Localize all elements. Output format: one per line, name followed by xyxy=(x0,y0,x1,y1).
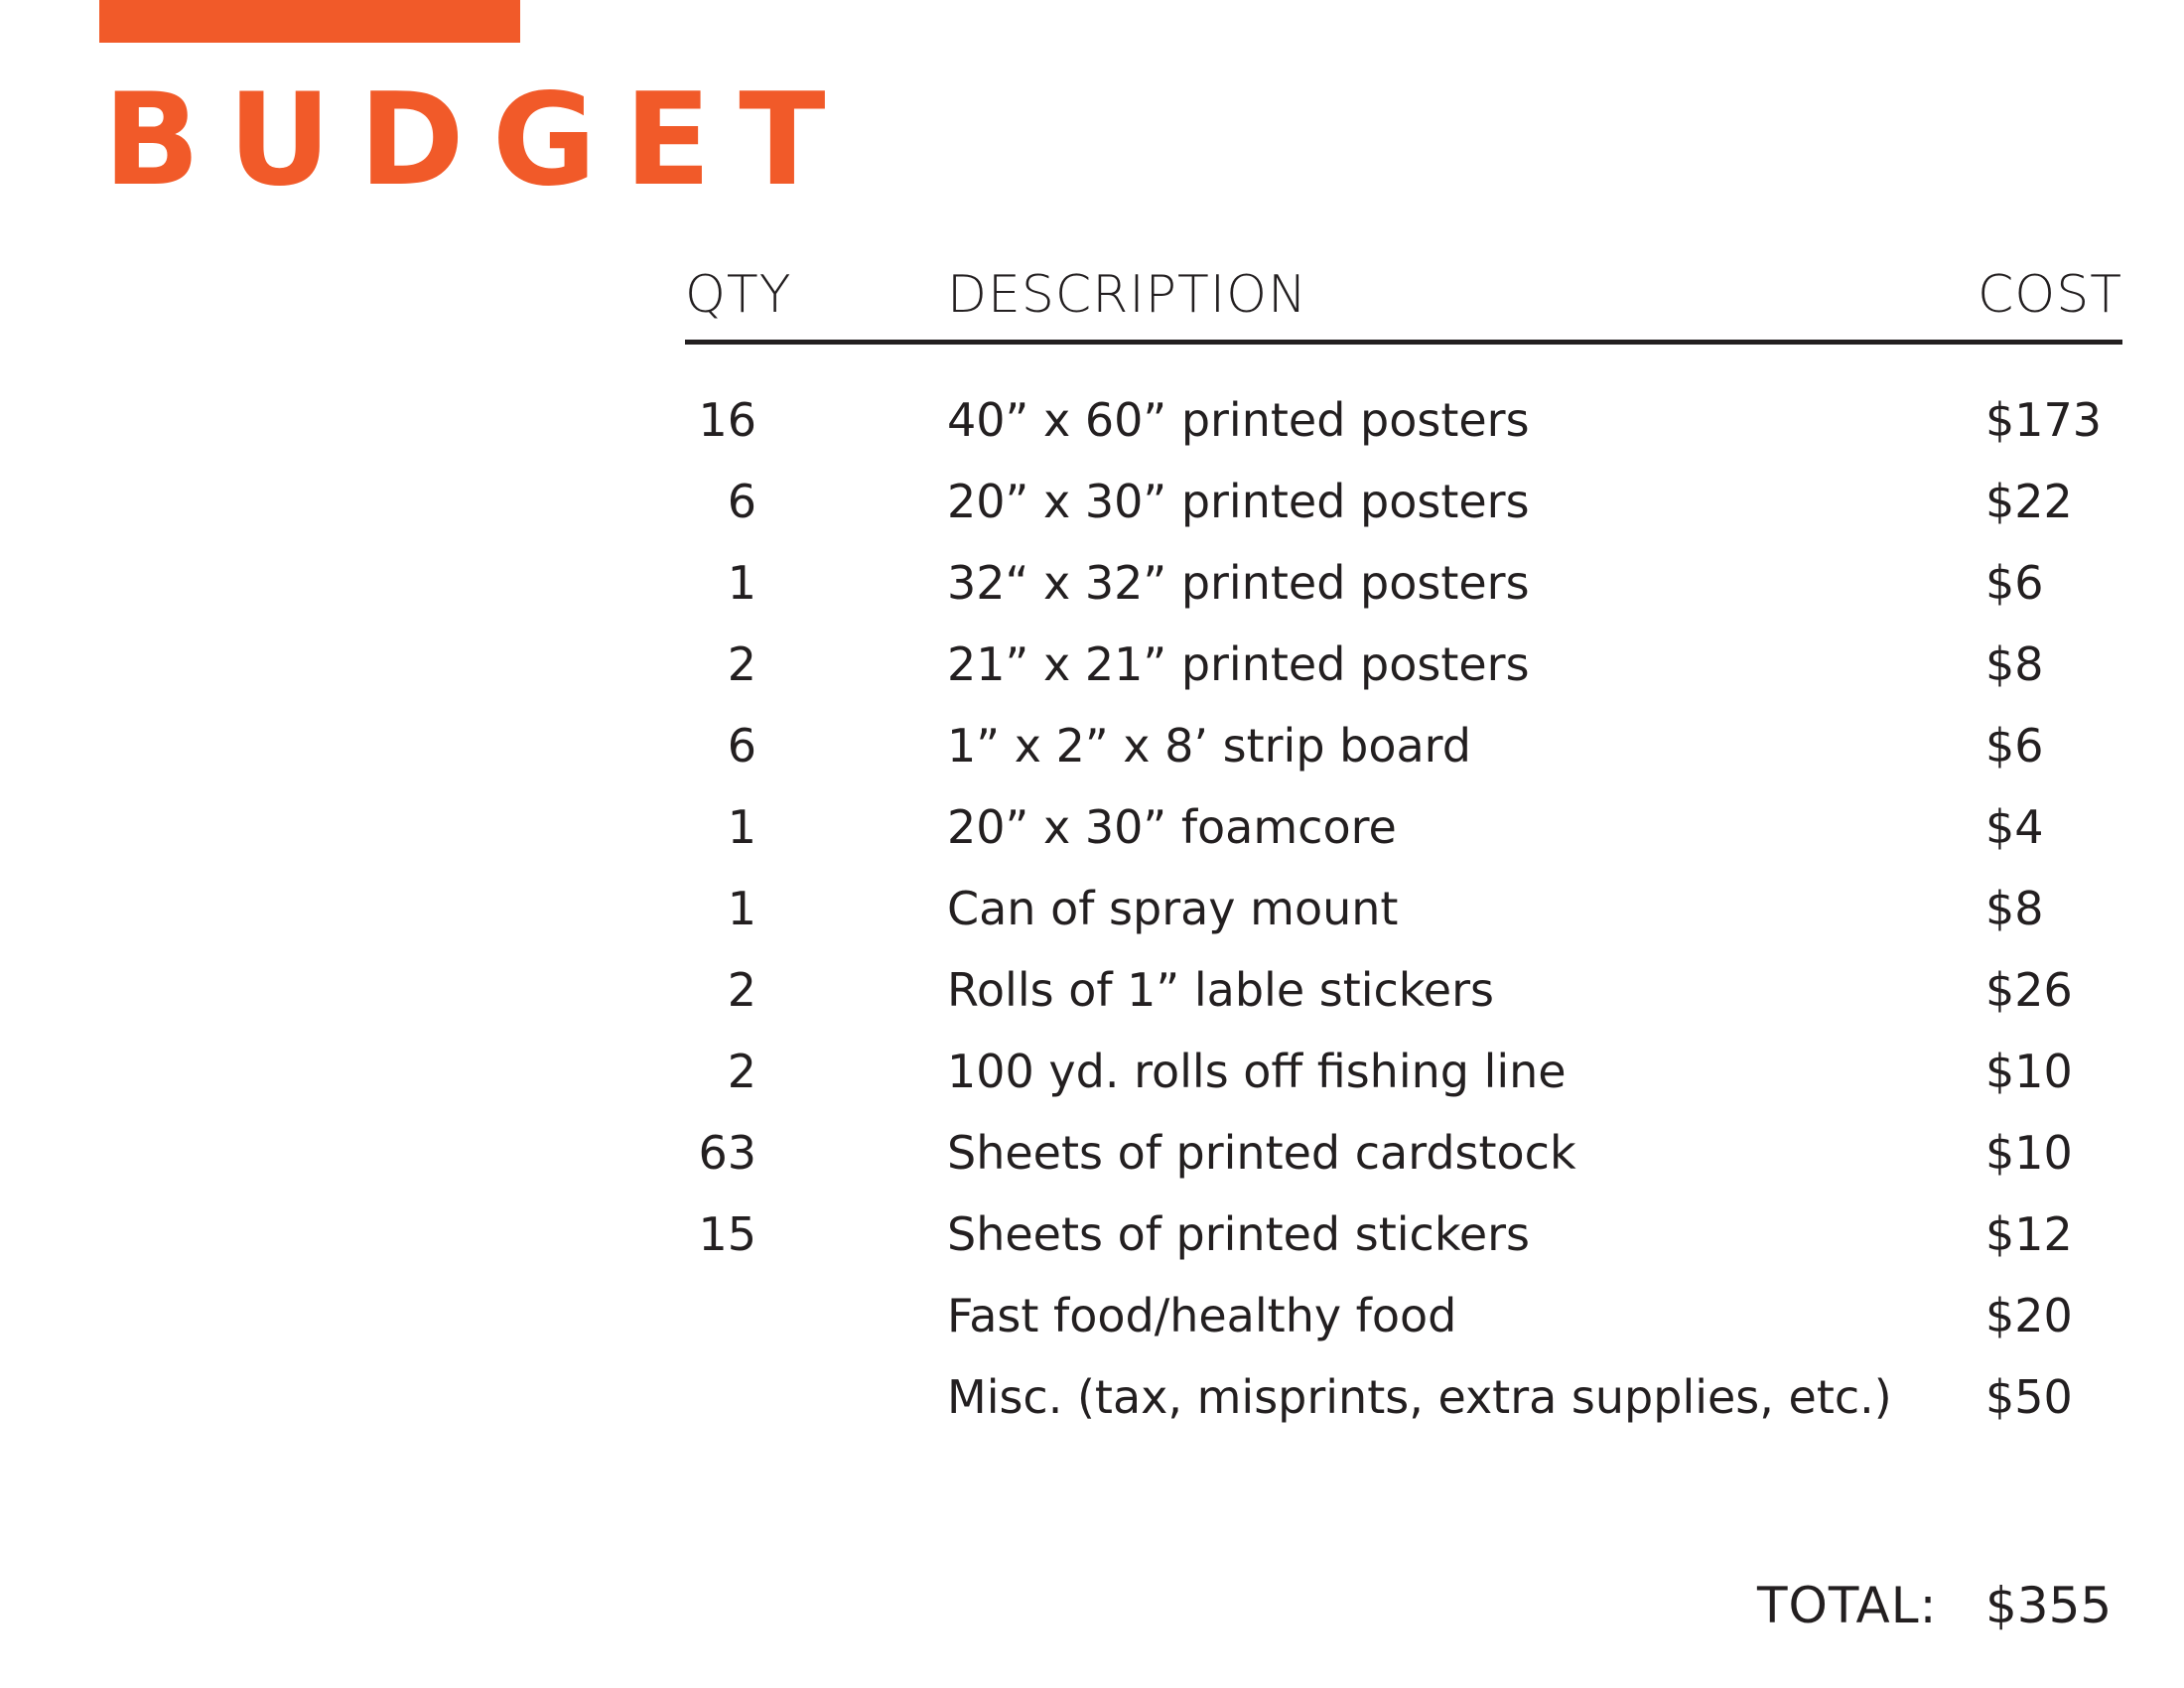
qty-cell: 63 xyxy=(698,1126,756,1180)
table-row xyxy=(685,461,2122,542)
cost-cell: $50 xyxy=(1985,1370,2073,1424)
description-cell: 40” x 60” printed posters xyxy=(947,393,1530,447)
cost-cell: $4 xyxy=(1985,800,2044,854)
qty-cell: 6 xyxy=(727,475,756,528)
description-cell: Can of spray mount xyxy=(947,882,1399,935)
description-cell: Fast food/healthy food xyxy=(947,1289,1457,1342)
table-body xyxy=(685,379,2122,1438)
table-row xyxy=(685,868,2122,949)
qty-header: QTY xyxy=(685,265,792,325)
table-row xyxy=(685,1112,2122,1194)
cost-cell: $26 xyxy=(1985,963,2073,1017)
qty-cell: 2 xyxy=(727,1045,756,1098)
description-cell: Sheets of printed cardstock xyxy=(947,1126,1576,1180)
description-cell: Rolls of 1” lable stickers xyxy=(947,963,1494,1017)
description-header: DESCRIPTION xyxy=(947,265,1307,325)
table-row xyxy=(685,1194,2122,1275)
description-cell: 1” x 2” x 8’ strip board xyxy=(947,719,1471,773)
total-row xyxy=(1757,1571,2134,1640)
budget-table xyxy=(685,260,2122,1424)
total-value: $355 xyxy=(1985,1577,2113,1634)
total-label: TOTAL: xyxy=(1757,1577,1938,1634)
description-cell: Sheets of printed stickers xyxy=(947,1207,1530,1261)
table-row xyxy=(685,624,2122,705)
cost-cell: $20 xyxy=(1985,1289,2073,1342)
qty-cell: 2 xyxy=(727,637,756,691)
qty-cell: 1 xyxy=(727,556,756,610)
cost-cell: $12 xyxy=(1985,1207,2073,1261)
description-cell: 20” x 30” printed posters xyxy=(947,475,1530,528)
description-cell: 100 yd. rolls off fishing line xyxy=(947,1045,1567,1098)
cost-cell: $173 xyxy=(1985,393,2103,447)
qty-cell: 6 xyxy=(727,719,756,773)
qty-cell: 15 xyxy=(698,1207,756,1261)
table-row xyxy=(685,1031,2122,1112)
cost-cell: $6 xyxy=(1985,556,2044,610)
cost-header: COST xyxy=(1977,265,2122,325)
page-title: BUDGET xyxy=(103,67,854,214)
table-row xyxy=(685,1275,2122,1356)
qty-cell: 16 xyxy=(698,393,756,447)
cost-cell: $8 xyxy=(1985,882,2044,935)
cost-cell: $6 xyxy=(1985,719,2044,773)
description-cell: 32“ x 32” printed posters xyxy=(947,556,1530,610)
accent-bar xyxy=(99,0,520,43)
qty-cell: 2 xyxy=(727,963,756,1017)
qty-cell: 1 xyxy=(727,800,756,854)
table-row xyxy=(685,542,2122,624)
table-row xyxy=(685,1356,2122,1438)
header-divider xyxy=(685,340,2122,345)
cost-cell: $10 xyxy=(1985,1126,2073,1180)
cost-cell: $10 xyxy=(1985,1045,2073,1098)
table-row xyxy=(685,705,2122,786)
cost-cell: $22 xyxy=(1985,475,2073,528)
cost-cell: $8 xyxy=(1985,637,2044,691)
table-row xyxy=(685,786,2122,868)
table-header xyxy=(685,260,2122,340)
table-row xyxy=(685,379,2122,461)
table-row xyxy=(685,949,2122,1031)
description-cell: 21” x 21” printed posters xyxy=(947,637,1530,691)
qty-cell: 1 xyxy=(727,882,756,935)
description-cell: Misc. (tax, misprints, extra supplies, etc.) xyxy=(947,1370,1892,1424)
description-cell: 20” x 30” foamcore xyxy=(947,800,1397,854)
